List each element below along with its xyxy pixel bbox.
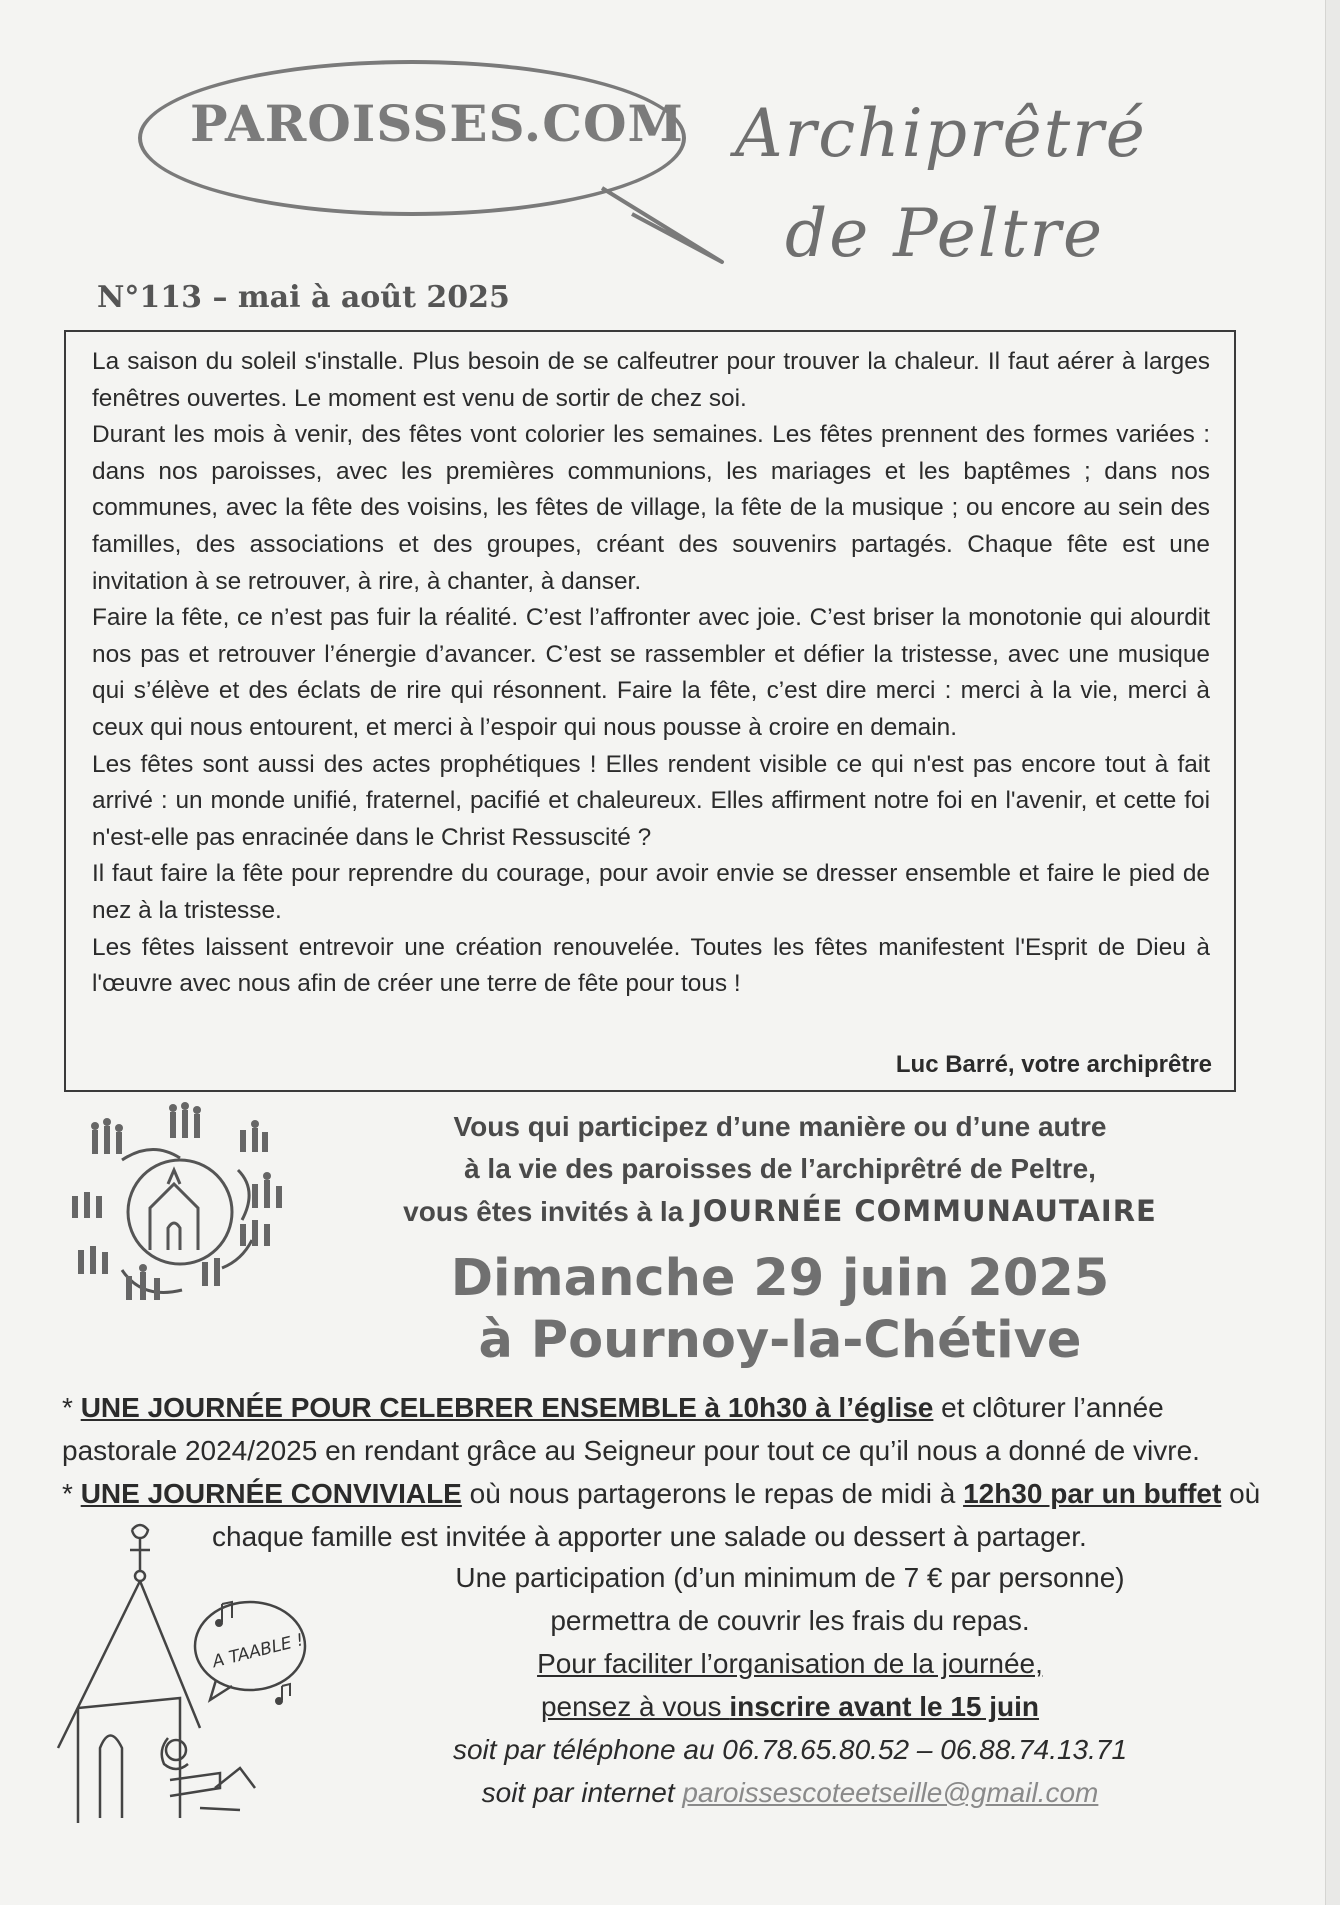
church-tower-icon (50, 1518, 340, 1828)
program-text: où (1221, 1478, 1261, 1509)
invitation-line: Vous qui participez d’une manière ou d’une autre (453, 1111, 1107, 1142)
convivial-highlight: UNE JOURNÉE CONVIVIALE (80, 1478, 462, 1509)
issue-number: N°113 – mai à août 2025 (97, 280, 510, 315)
program-text: où nous partagerons le repas de midi à (461, 1478, 964, 1509)
editorial-paragraph: Il faut faire la fête pour reprendre du courage, pour avoir envie se dresser ensemble et faire le pied de nez à la tristesse. (92, 860, 1210, 924)
registration-line: Pour faciliter l’organisation de la journée, (537, 1648, 1043, 1679)
community-people-circle-icon (62, 1100, 302, 1330)
invitation-text (330, 1106, 1230, 1233)
event-date: Dimanche 29 juin 2025 (450, 1249, 1110, 1308)
editorial-paragraph: Les fêtes laissent entrevoir une création renouvelée. Toutes les fêtes manifestent l'Esprit de Dieu à l'œuvre avec nous afin de créer une terre de fête pour tous ! (92, 933, 1210, 998)
registration-deadline: inscrire avant le 15 juin (729, 1691, 1040, 1722)
bullet-star: * (62, 1392, 81, 1423)
program-item (62, 1386, 1282, 1472)
community-day-label: JOURNÉE COMMUNAUTAIRE (691, 1194, 1157, 1228)
internet-line (330, 1771, 1250, 1814)
buffet-highlight: 12h30 par un buffet (963, 1478, 1222, 1509)
participation-line: Une participation (d’un minimum de 7 € par personne) (455, 1562, 1125, 1593)
editorial-signature: Luc Barré, votre archiprêtre (895, 1051, 1212, 1079)
event-heading (330, 1248, 1230, 1372)
event-place: à Pournoy-la-Chétive (478, 1311, 1082, 1370)
celebration-highlight: UNE JOURNÉE POUR CELEBRER ENSEMBLE à 10h30 à l’église (80, 1392, 934, 1423)
archpriesthood-subtitle: de Peltre (785, 195, 1105, 272)
invitation-line (330, 1190, 1230, 1233)
editorial-paragraph: Faire la fête, ce n’est pas fuir la réalité. C’est l’affronter avec joie. C’est briser la monotonie qui alourdit nos pas et retrouver l’énergie d’avancer. C’est se rassembler et défier la tristesse, avec une musique qui s’élève et des éclats de rire qui résonnent. Faire la fête, c’est dire merci : merci à la vie, merci à ceux qui nous entourent, et merci à l’espoir qui nous pousse à croire en demain. (92, 604, 1210, 741)
archpriesthood-title: Archiprêtré (735, 95, 1147, 172)
speech-text: A TAABLE ! (210, 1630, 306, 1673)
internet-prefix: soit par internet (481, 1777, 683, 1808)
bullet-star: * (62, 1478, 81, 1509)
registration-prefix: pensez à vous (540, 1691, 730, 1722)
program-text-line: chaque famille est invitée à apporter une salade ou dessert à partager. (212, 1521, 1087, 1552)
invitation-line-prefix: vous êtes invités à la (403, 1196, 692, 1227)
editorial-paragraph: Durant les mois à venir, des fêtes vont colorier les semaines. Les fêtes prennent des formes variées : dans nos paroisses, avec les premières communions, les mariages et les baptêmes ; dans nos communes, avec la fête des voisins, les fêtes de village, la fête de la musique ; ou encore au sein des familles, des associations et des groupes, créant des souvenirs partagés. Chaque fête est une invitation à se retrouver, à rire, à chanter, à danser. (92, 421, 1210, 595)
program-text: et clôturer l’année pastorale 2024/2025 en rendant grâce au Seigneur pour tout ce qu’il nous a donné de vivre. (62, 1392, 1200, 1466)
registration-details (330, 1556, 1250, 1814)
registration-line (330, 1685, 1250, 1728)
speech-bubble-tail (592, 180, 732, 270)
program-item (62, 1472, 1282, 1515)
phone-line: soit par téléphone au 06.78.65.80.52 – 06.88.74.13.71 (452, 1734, 1128, 1765)
editorial-box (64, 330, 1236, 1092)
editorial-paragraph: La saison du soleil s'installe. Plus besoin de se calfeutrer pour trouver la chaleur. Il faut aérer à larges fenêtres ouvertes. Le moment est venu de sortir de chez soi. (92, 348, 1210, 412)
participation-line: permettra de couvrir les frais du repas. (550, 1605, 1030, 1636)
invitation-line: à la vie des paroisses de l’archiprêtré de Peltre, (464, 1153, 1096, 1184)
editorial-paragraph: Les fêtes sont aussi des actes prophétiques ! Elles rendent visible ce qui n'est pas encore tout à fait arrivé : un monde unifié, fraternel, pacifié et chaleureux. Elles affirment notre foi en l'avenir, et cette foi n'est-elle pas enracinée dans le Christ Ressuscité ? (92, 750, 1210, 851)
email-link[interactable]: paroissescoteetseille@gmail.com (682, 1777, 1099, 1808)
site-name: PAROISSES.COM (190, 94, 684, 153)
